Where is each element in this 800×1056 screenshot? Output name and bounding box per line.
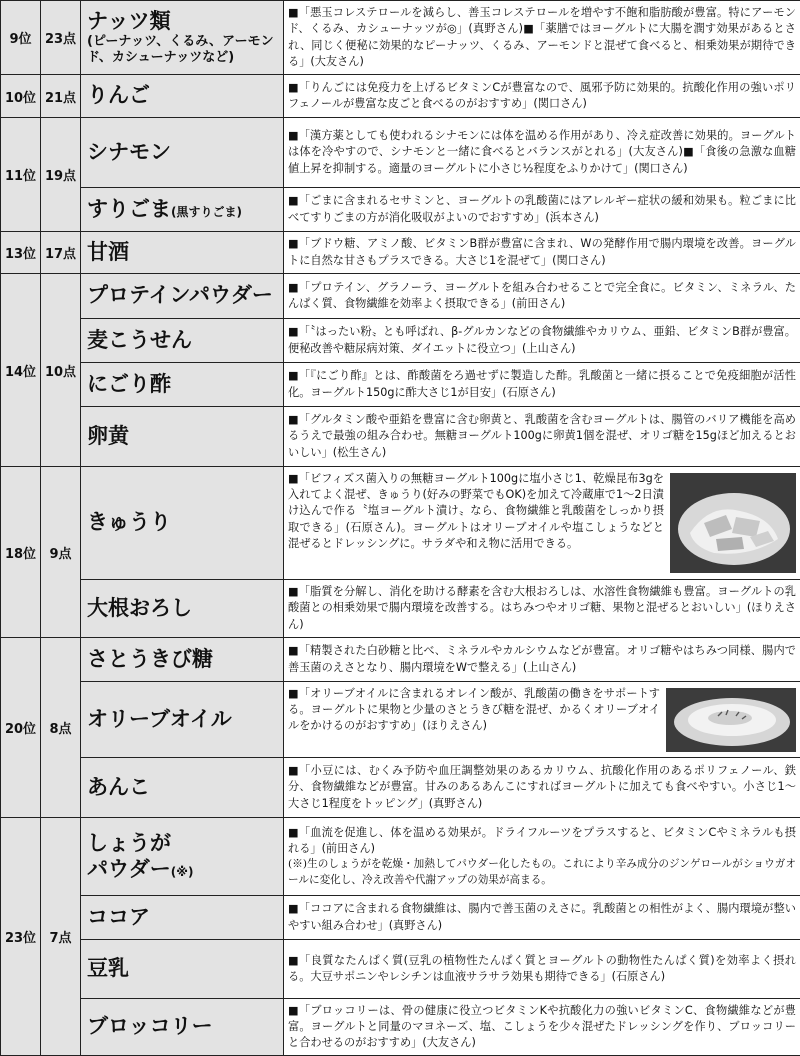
table-row [1,638,800,682]
item-name: 甘酒 [81,232,284,274]
item-comment: ■「良質なたんぱく質(豆乳の植物性たんぱく質とヨーグルトの動物性たんぱく質)を効率よく摂れる。大豆サポニンやレシチンは血液サラサラ効果も期待できる」(石原さん) [284,940,800,999]
points-label: 10点 [41,274,81,467]
item-comment: ■「グルタミン酸や亜鉛を豊富に含む卵黄と、乳酸菌を含むヨーグルトは、腸管のバリア機能を高めるうえで最強の組み合わせ。無糖ヨーグルト100gに卵黄1個を混ぜ、オリゴ糖を15gほど加えるとおいしい」(松生さん) [284,407,800,467]
item-name: 卵黄 [81,407,284,467]
table-row [1,580,800,638]
item-name: 大根おろし [81,580,284,638]
item-name-sub: (ピーナッツ、くるみ、アーモンド、カシューナッツなど) [87,34,283,67]
points-label: 17点 [41,232,81,274]
item-name: シナモン [81,118,284,188]
item-comment: ■「小豆には、むくみ予防や血圧調整効果のあるカリウム、抗酸化作用のあるポリフェノール、鉄分、食物繊維などが豊富。甘みのあるあんこにすればヨーグルトに加えても食べやすい。小さじ1〜大さじ1程度をトッピング」(真野さん) [284,758,800,818]
rank-label: 13位 [1,232,41,274]
item-comment [284,682,800,758]
points-label: 23点 [41,1,81,75]
points-label: 7点 [41,818,81,1056]
item-name [81,1,284,75]
points-label: 8点 [41,638,81,818]
points-label: 9点 [41,467,81,638]
item-name: ココア [81,896,284,940]
item-comment [284,467,800,580]
table-row [1,363,800,407]
item-comment: ■「ココアに含まれる食物繊維は、腸内で善玉菌のえさに。乳酸菌との相性がよく、腸内環境が整いやすい組み合わせ」(真野さん) [284,896,800,940]
rank-label: 10位 [1,75,41,118]
item-name: りんご [81,75,284,118]
table-row [1,758,800,818]
table-row [1,1,800,75]
item-name: 豆乳 [81,940,284,999]
item-comment: ■「プロテイン、グラノーラ、ヨーグルトを組み合わせることで完全食に。ビタミン、ミネラル、たんぱく質、食物繊維を効率よく摂取できる」(前田さん) [284,274,800,319]
item-comment: ■「『にごり酢』とは、酢酸菌をろ過せずに製造した酢。乳酸菌と一緒に摂ることで免疫細胞が活性化。ヨーグルト150gに酢大さじ1が目安」(石原さん) [284,363,800,407]
item-comment: ■「ごまに含まれるセサミンと、ヨーグルトの乳酸菌にはアレルギー症状の緩和効果も。粒ごまに比べてすりごまの方が消化吸収がよいのでおすすめ」(浜本さん) [284,188,800,232]
table-row [1,75,800,118]
table-row [1,896,800,940]
item-name-main: しょうが [87,831,171,855]
item-comment [284,818,800,896]
table-row [1,818,800,896]
item-name-note: (黒すりごま) [171,205,242,219]
table-row [1,118,800,188]
item-comment: ■「ブロッコリーは、骨の健康に役立つビタミンKや抗酸化力の強いビタミンC、食物繊維などが豊富。ヨーグルトと同量のマヨネーズ、塩、こしょうを少々混ぜたドレッシングを作り、ブロッコリーと合わせるのがおすすめ」(大友さん) [284,999,800,1056]
item-name: さとうきび糖 [81,638,284,682]
item-name-line2: パウダー [87,857,171,881]
item-comment: ■「精製された白砂糖と比べ、ミネラルやカルシウムなどが豊富。オリゴ糖やはちみつ同様、腸内で善玉菌のえさとなり、腸内環境をWで整える」(上山さん) [284,638,800,682]
item-name [81,188,284,232]
item-name: にごり酢 [81,363,284,407]
item-comment-text: ■「オリーブオイルに含まれるオレイン酸が、乳酸菌の働きをサポートする。ヨーグルトに果物と少量のさとうきび糖を混ぜ、かるくオリーブオイルをかけるのがおすすめ」(ほりえさん) [288,687,660,732]
item-name-main: すりごま [87,197,171,221]
table-row [1,999,800,1056]
item-comment: ■「りんごには免疫力を上げるビタミンCが豊富なので、風邪予防に効果的。抗酸化作用の強いポリフェノールが豊富な皮ごと食べるのがおすすめ」(関口さん) [284,75,800,118]
table-row [1,682,800,758]
item-name: 麦こうせん [81,319,284,363]
table-row [1,467,800,580]
rank-label: 14位 [1,274,41,467]
table-row [1,274,800,319]
rank-label: 9位 [1,1,41,75]
table-row [1,407,800,467]
item-comment: ■「脂質を分解し、消化を助ける酵素を含む大根おろしは、水溶性食物繊維も豊富。ヨーグルトの乳酸菌との相乗効果で腸内環境を改善する。はちみつやオリゴ糖、果物と混ぜるとおいしい」(ほりえさん) [284,580,800,638]
item-comment: ■「漢方薬としても使われるシナモンには体を温める作用があり、冷え症改善に効果的。ヨーグルトは体を冷やすので、シナモンと一緒に食べるとバランスがとれる」(大友さん)■「食後の急激な血糖値上昇を抑制する。適量のヨーグルトに小さじ½程度をふりかけて」(関口さん) [284,118,800,188]
rank-label: 23位 [1,818,41,1056]
item-name: ブロッコリー [81,999,284,1056]
item-comment-text: ■「ビフィズス菌入りの無糖ヨーグルト100gに塩小さじ1、乾燥昆布3gを入れてよく混ぜ、きゅうり(好みの野菜でもOK)を加えて冷蔵庫で1〜2日漬け込んで作る〝塩ヨーグルト漬け〟なら、食物繊維と乳酸菌をしっかり摂取できる」(石原さん)。ヨーグルトはオリーブオイルや塩こしょうなどと混ぜるとドレッシングに。サラダや和え物に活用できる。 [288,472,664,550]
cucumber-yogurt-photo [670,473,796,573]
points-label: 21点 [41,75,81,118]
table-row [1,188,800,232]
table-row [1,232,800,274]
item-name: プロテインパウダー [81,274,284,319]
item-name-note: (※) [171,865,194,879]
item-name: あんこ [81,758,284,818]
item-name [81,818,284,896]
rank-label: 18位 [1,467,41,638]
item-name: オリーブオイル [81,682,284,758]
item-comment: ■「〝はったい粉〟とも呼ばれ、β-グルカンなどの食物繊維やカリウム、亜鉛、ビタミンB群が豊富。便秘改善や糖尿病対策、ダイエットに役立つ」(上山さん) [284,319,800,363]
rank-label: 20位 [1,638,41,818]
olive-oil-yogurt-photo [666,688,796,752]
points-label: 19点 [41,118,81,232]
table-row [1,940,800,999]
item-name-main: ナッツ類 [87,9,171,33]
item-comment: ■「ブドウ糖、アミノ酸、ビタミンB群が豊富に含まれ、Wの発酵作用で腸内環境を改善。ヨーグルトに自然な甘さもプラスできる。大さじ1を混ぜて」(関口さん) [284,232,800,274]
footnote: (※)生のしょうがを乾燥・加熱してパウダー化したもの。これにより辛み成分のジンゲロールがショウガオールに変化し、冷え改善や代謝アップの効果が高まる。 [288,857,796,888]
item-comment-text: ■「血流を促進し、体を温める効果が。ドライフルーツをプラスすると、ビタミンCやミネラルも摂れる」(前田さん) [288,826,796,855]
item-comment: ■「悪玉コレステロールを減らし、善玉コレステロールを増やす不飽和脂肪酸が豊富。特にアーモンド、くるみ、カシューナッツが◎」(真野さん)■「薬膳ではヨーグルトに大腸を潤す効果があるとされ、同じく便秘に効果的なピーナッツ、くるみ、アーモンドと混ぜて食べると、相乗効果が期待できる」(大友さん) [284,1,800,75]
rank-label: 11位 [1,118,41,232]
item-name: きゅうり [81,467,284,580]
table-row [1,319,800,363]
